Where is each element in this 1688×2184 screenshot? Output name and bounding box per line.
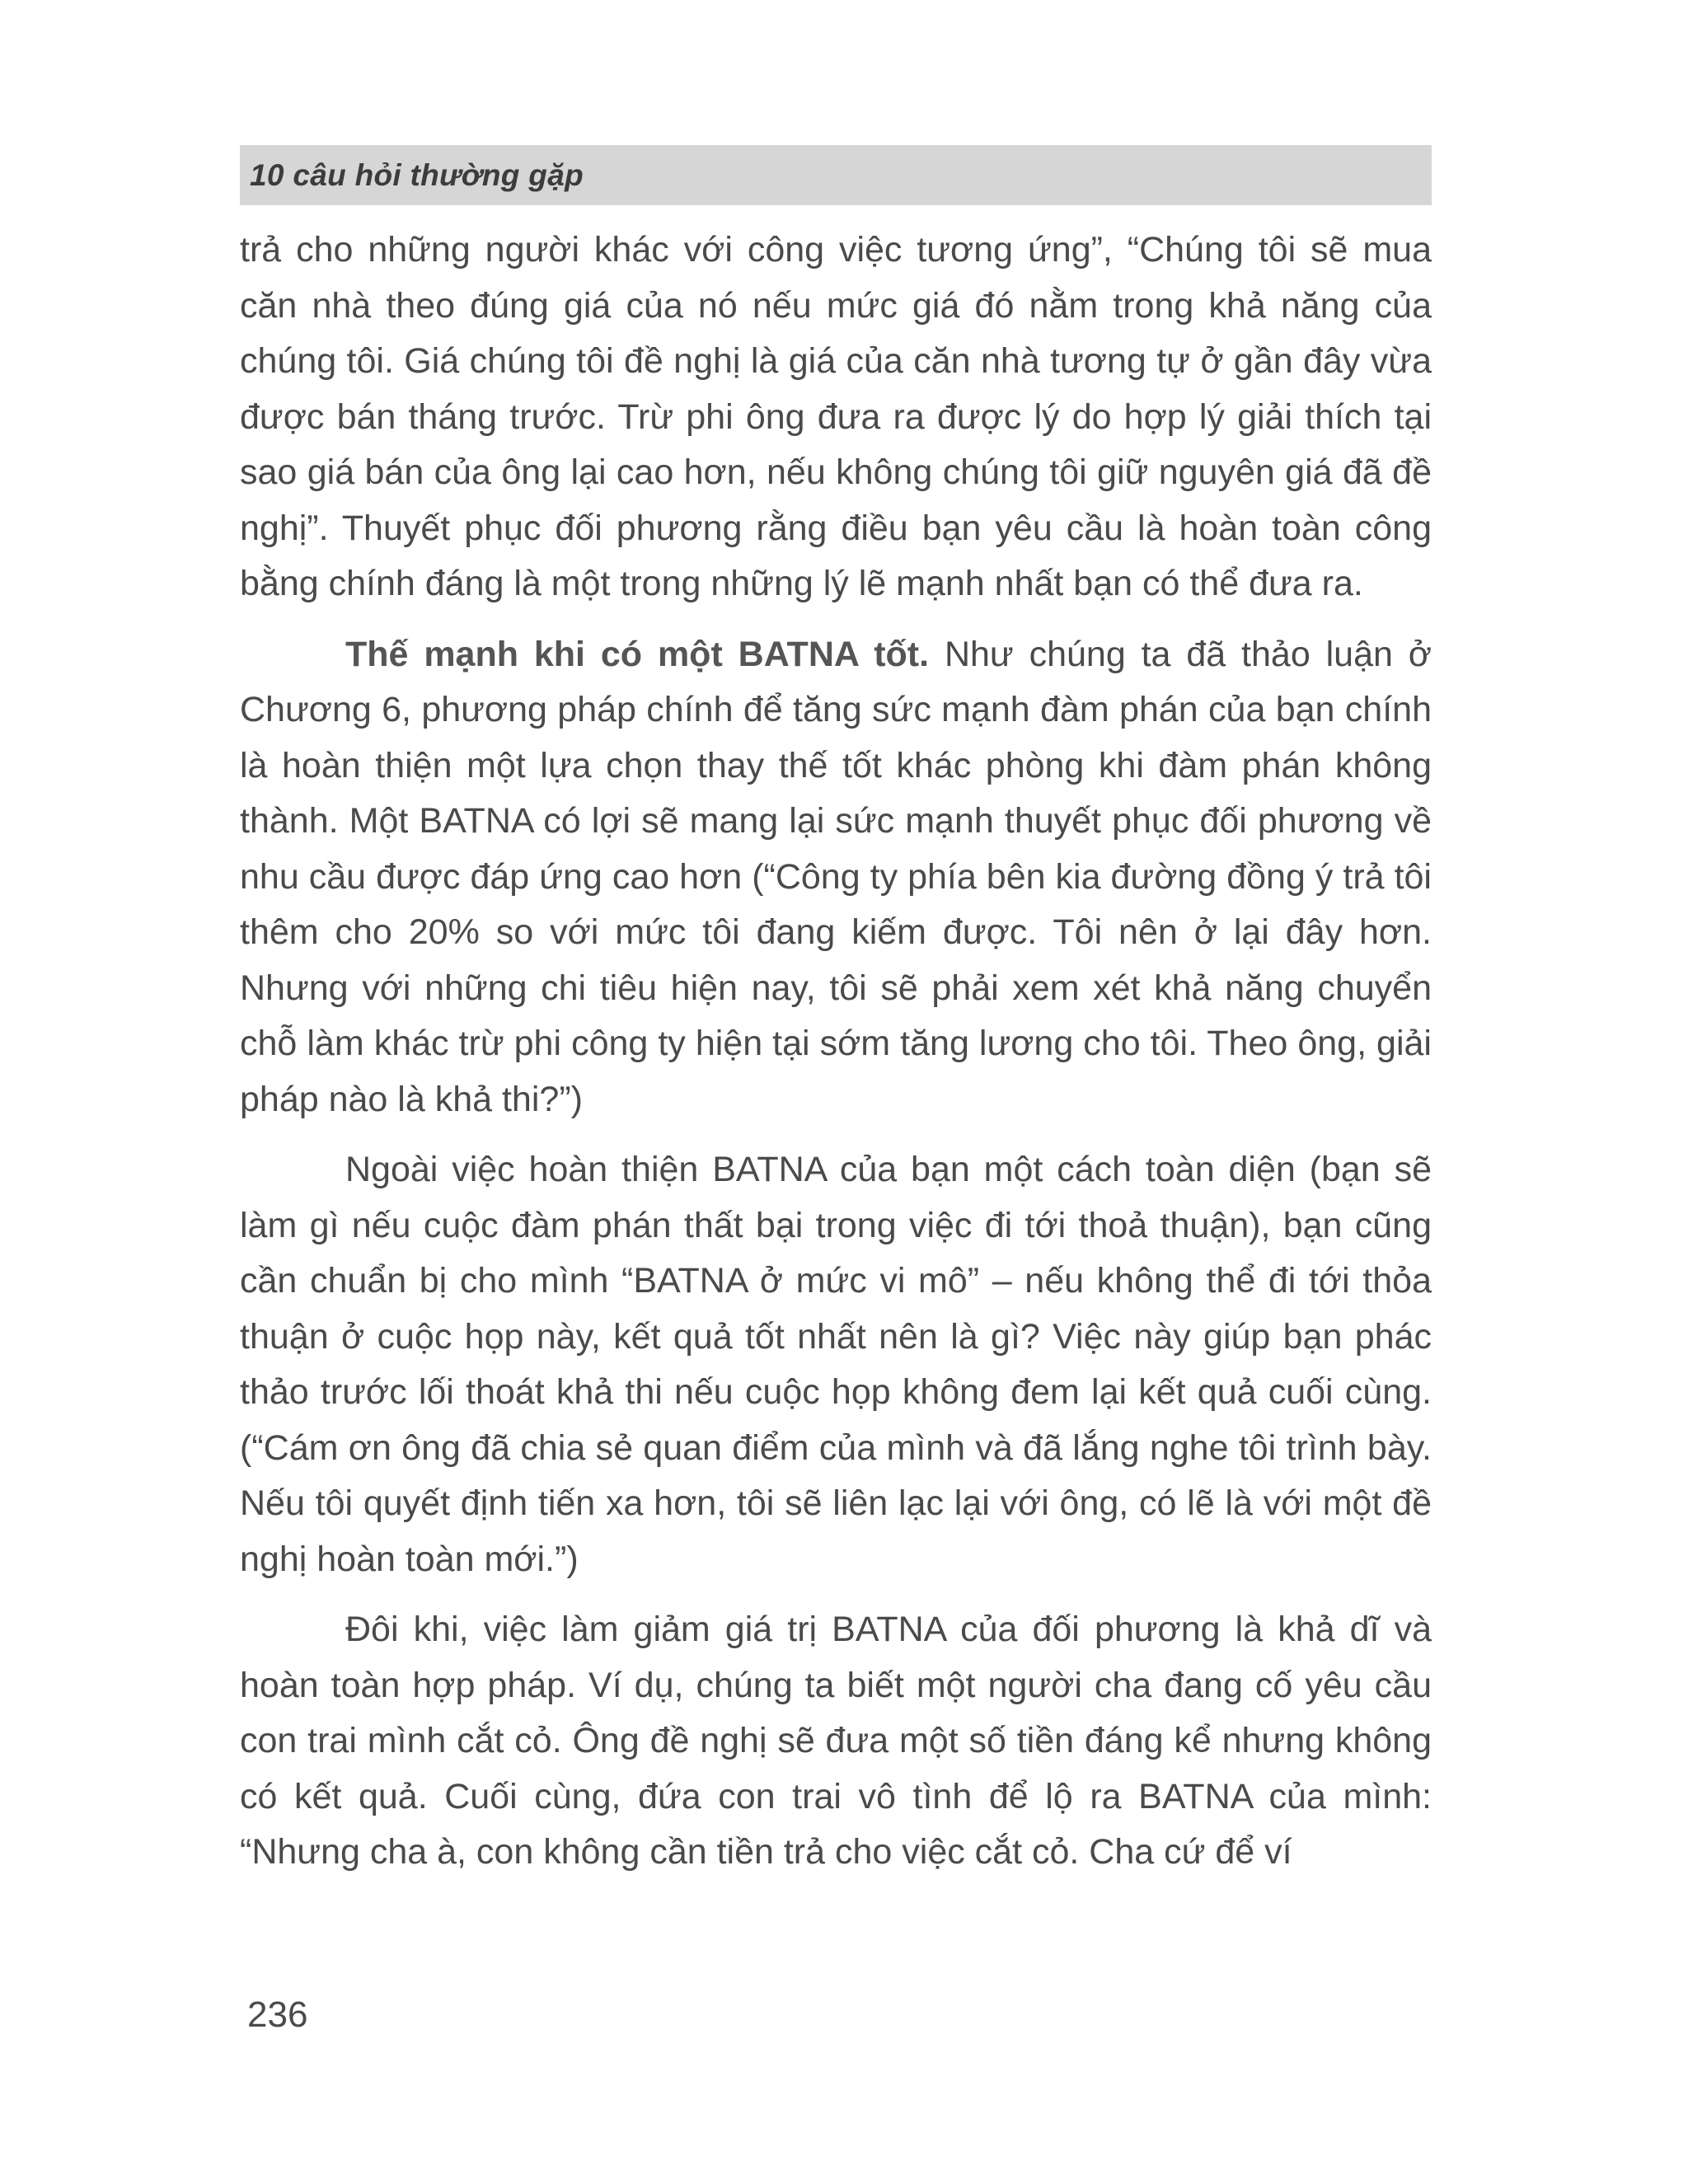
paragraph-weaken-batna (240, 1602, 1432, 1881)
paragraph-lead-heading: Thế mạnh khi có một BATNA tốt. (345, 634, 930, 674)
paragraph-text: trả cho những người khác với công việc tương ứng”, “Chúng tôi sẽ mua căn nhà theo đúng giá của nó nếu mức giá đó nằm trong khả năng của chúng tôi. Giá chúng tôi đề nghị là giá của căn nhà tương tự ở gần đây vừa được bán tháng trước. Trừ phi ông đưa ra được lý do hợp lý giải thích tại sao giá bán của ông lại cao hơn, nếu không chúng tôi giữ nguyên giá đã đề nghị”. Thuyết phục đối phương rằng điều bạn yêu cầu là hoàn toàn công bằng chính đáng là một trong những lý lẽ mạnh nhất bạn có thể đưa ra. (240, 230, 1432, 603)
paragraph-micro-batna (240, 1142, 1432, 1587)
running-header-title: 10 câu hỏi thường gặp (250, 157, 584, 192)
paragraph-text: Ngoài việc hoàn thiện BATNA của bạn một cách toàn diện (bạn sẽ làm gì nếu cuộc đàm phán thất bại trong việc đi tới thoả thuận), bạn cũng cần chuẩn bị cho mình “BATNA ở mức vi mô” – nếu không thể đi tới thỏa thuận ở cuộc họp này, kết quả tốt nhất nên là gì? Việc này giúp bạn phác thảo trước lối thoát khả thi nếu cuộc họp không đem lại kết quả cuối cùng. (“Cám ơn ông đã chia sẻ quan điểm của mình và đã lắng nghe tôi trình bày. Nếu tôi quyết định tiến xa hơn, tôi sẽ liên lạc lại với ông, có lẽ là với một đề nghị hoàn toàn mới.”) (240, 1150, 1432, 1579)
paragraph-batna-strength (240, 627, 1432, 1128)
paragraph-text: Như chúng ta đã thảo luận ở Chương 6, phương pháp chính để tăng sức mạnh đàm phán của bạn chính là hoàn thiện một lựa chọn thay thế tốt khác phòng khi đàm phán không thành. Một BATNA có lợi sẽ mang lại sức mạnh thuyết phục đối phương về nhu cầu được đáp ứng cao hơn (“Công ty phía bên kia đường đồng ý trả tôi thêm cho 20% so với mức tôi đang kiếm được. Tôi nên ở lại đây hơn. Nhưng với những chi tiêu hiện nay, tôi sẽ phải xem xét khả năng chuyển chỗ làm khác trừ phi công ty hiện tại sớm tăng lương cho tôi. Theo ông, giải pháp nào là khả thi?”) (240, 634, 1432, 1119)
page-number: 236 (247, 1994, 308, 2035)
paragraph-continuation (240, 223, 1432, 612)
page-body (240, 223, 1432, 1881)
paragraph-text: Đôi khi, việc làm giảm giá trị BATNA của đối phương là khả dĩ và hoàn toàn hợp pháp. Ví dụ, chúng ta biết một người cha đang cố yêu cầu con trai mình cắt cỏ. Ông đề nghị sẽ đưa một số tiền đáng kể nhưng không có kết quả. Cuối cùng, đứa con trai vô tình để lộ ra BATNA của mình: “Nhưng cha à, con không cần tiền trả cho việc cắt cỏ. Cha cứ để ví (240, 1610, 1432, 1872)
running-header (240, 145, 1432, 205)
